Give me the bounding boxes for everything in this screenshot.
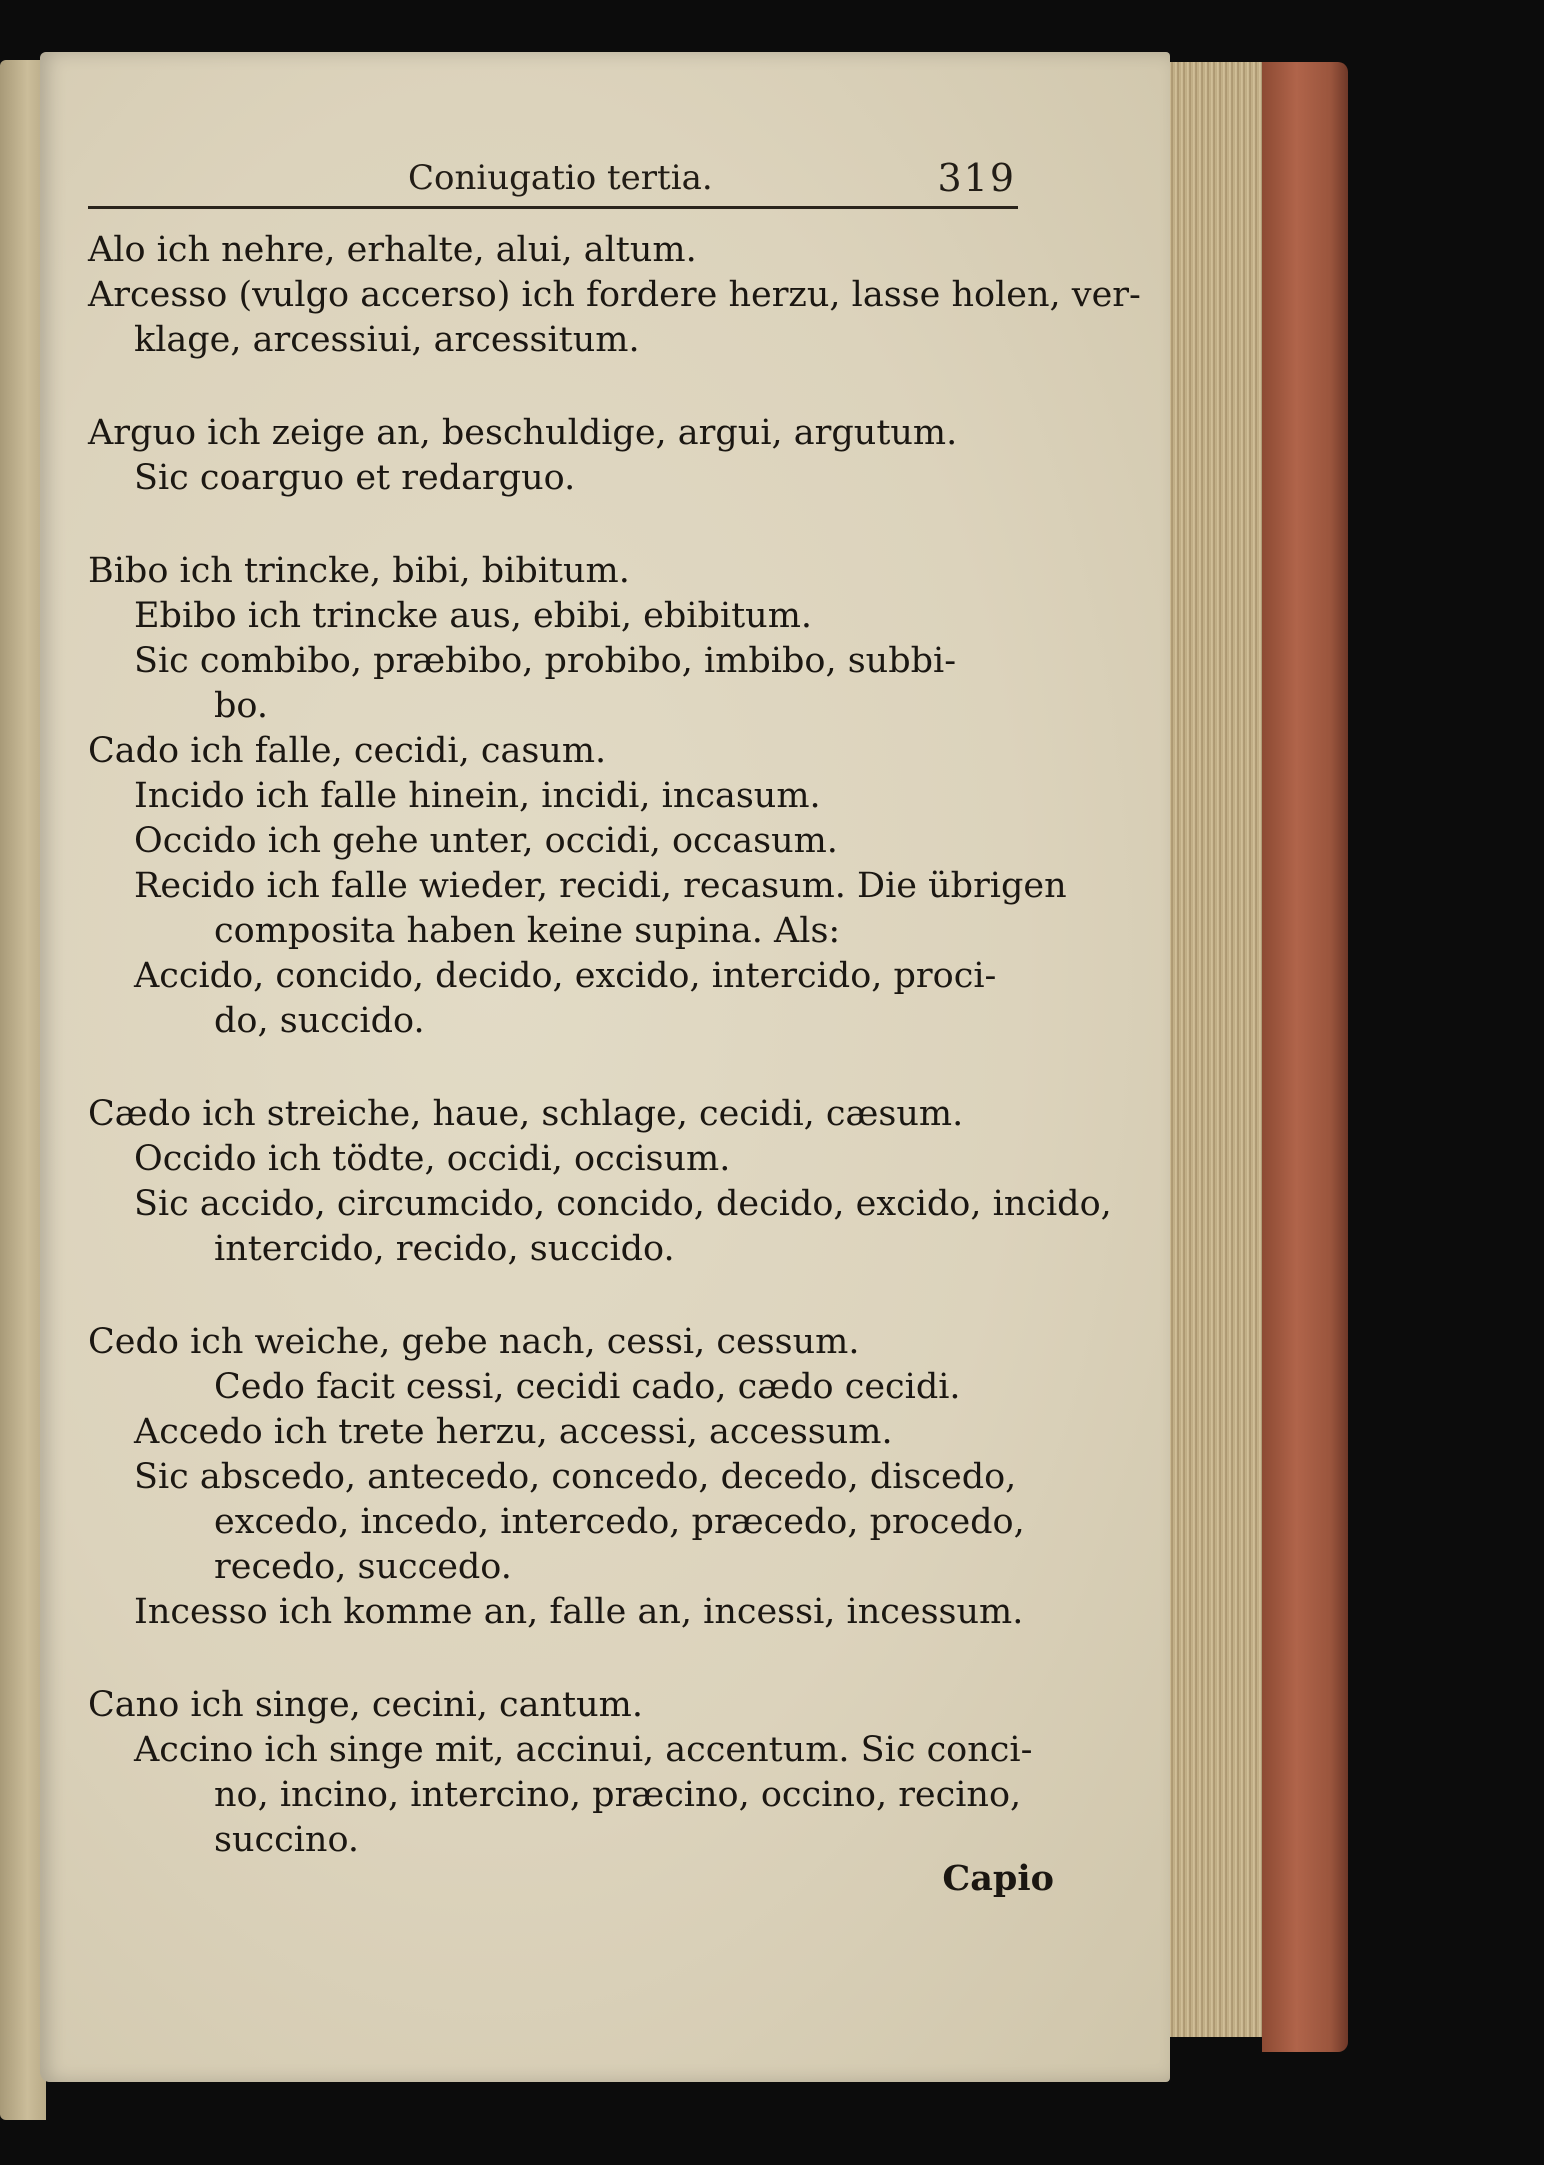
text-line: Sic combibo, præbibo, probibo, imbibo, subbi- xyxy=(134,641,957,681)
page-number: 319 xyxy=(937,156,1016,200)
running-title: Coniugatio tertia. xyxy=(408,158,713,198)
text-line: succino. xyxy=(214,1820,360,1860)
text-line: Arguo ich zeige an, beschuldige, argui, argutum. xyxy=(88,413,958,453)
running-header xyxy=(88,150,1018,209)
text-line: klage, arcessiui, arcessitum. xyxy=(134,320,640,360)
text-line: intercido, recido, succido. xyxy=(214,1229,675,1269)
text-line: Incesso ich komme an, falle an, incessi, incessum. xyxy=(134,1592,1024,1632)
text-line: Sic accido, circumcido, concido, decido, excido, incido, xyxy=(134,1184,1112,1224)
text-line: Bibo ich trincke, bibi, bibitum. xyxy=(88,551,630,591)
text-line: Accido, concido, decido, excido, intercido, proci- xyxy=(134,956,997,996)
text-line: do, succido. xyxy=(214,1001,425,1041)
text-line: Sic coarguo et redarguo. xyxy=(134,458,576,498)
text-line: recedo, succedo. xyxy=(214,1547,512,1587)
text-line: Accino ich singe mit, accinui, accentum. Sic conci- xyxy=(134,1730,1033,1770)
text-line: Sic abscedo, antecedo, concedo, decedo, discedo, xyxy=(134,1457,1017,1497)
text-line: Cedo facit cessi, cecidi cado, cædo cecidi. xyxy=(214,1367,961,1407)
text-line: bo. xyxy=(214,686,268,726)
text-line: composita haben keine supina. Als: xyxy=(214,911,841,951)
book-cover-edge xyxy=(1262,62,1348,2052)
text-line: no, incino, intercino, præcino, occino, recino, xyxy=(214,1775,1022,1815)
text-line: excedo, incedo, intercedo, præcedo, procedo, xyxy=(214,1502,1025,1542)
text-line: Cædo ich streiche, haue, schlage, cecidi, cæsum. xyxy=(88,1094,964,1134)
text-line: Incido ich falle hinein, incidi, incasum. xyxy=(134,776,821,816)
text-line: Occido ich gehe unter, occidi, occasum. xyxy=(134,821,838,861)
text-line: Occido ich tödte, occidi, occisum. xyxy=(134,1139,731,1179)
page-text xyxy=(88,228,1141,1863)
text-line: Arcesso (vulgo accerso) ich fordere herzu, lasse holen, ver- xyxy=(88,275,1141,315)
text-line: Cedo ich weiche, gebe nach, cessi, cessum. xyxy=(88,1322,860,1362)
text-line: Cano ich singe, cecini, cantum. xyxy=(88,1685,643,1725)
text-line: Cado ich falle, cecidi, casum. xyxy=(88,731,607,771)
text-line: Alo ich nehre, erhalte, alui, altum. xyxy=(88,230,697,270)
text-line: Ebibo ich trincke aus, ebibi, ebibitum. xyxy=(134,596,813,636)
text-line: Accedo ich trete herzu, accessi, accessum. xyxy=(134,1412,893,1452)
catchword: Capio xyxy=(942,1858,1054,1899)
text-line: Recido ich falle wieder, recidi, recasum. Die übrigen xyxy=(134,866,1067,906)
